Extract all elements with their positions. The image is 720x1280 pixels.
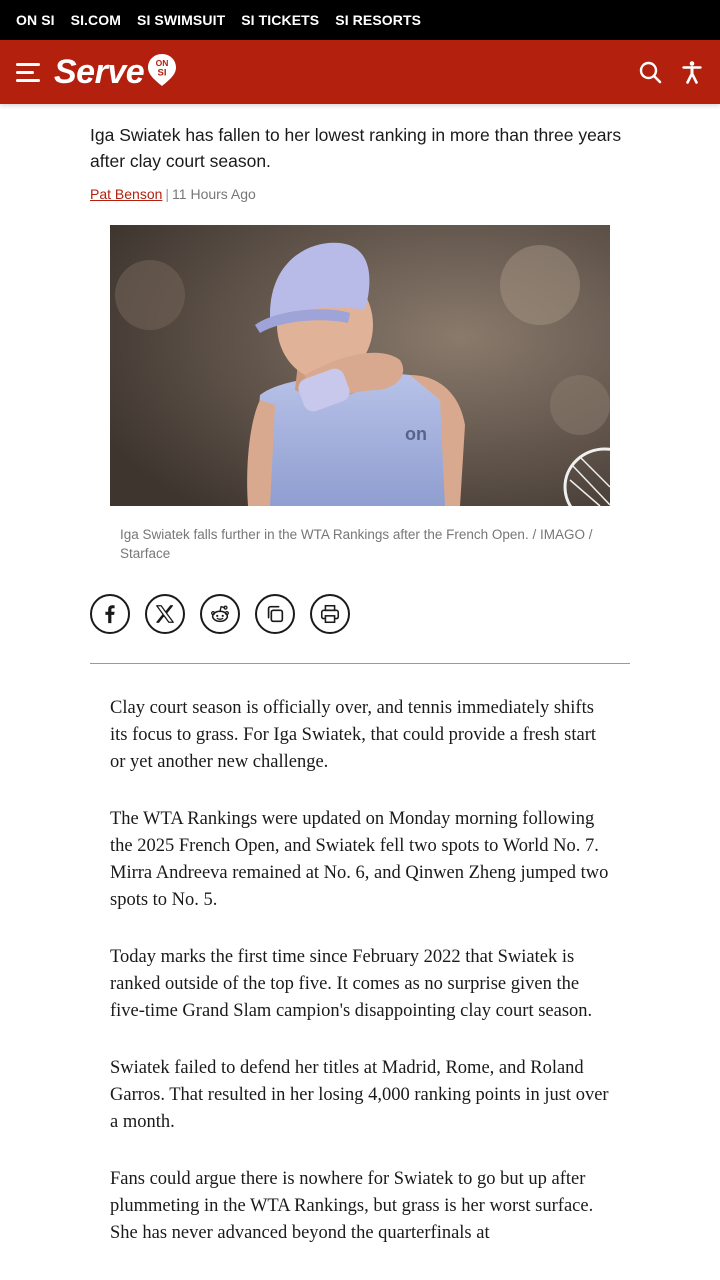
x-icon [154, 603, 176, 625]
serve-logo[interactable] [54, 55, 177, 89]
svg-text:ON: ON [155, 58, 169, 68]
hamburger-menu-icon[interactable] [16, 60, 42, 84]
top-utility-bar [0, 0, 720, 40]
print-button[interactable] [310, 594, 350, 634]
image-caption: Iga Swiatek falls further in the WTA Rankings after the French Open. / IMAGO / Starface [120, 527, 593, 561]
article-body [110, 695, 615, 1277]
facebook-icon [99, 603, 121, 625]
topbar-link-on-si[interactable]: ON SI [16, 12, 55, 28]
copy-link-icon [264, 603, 286, 625]
header-actions [638, 60, 704, 84]
share-toolbar [90, 594, 350, 634]
accessibility-icon[interactable] [680, 60, 704, 84]
author-link[interactable]: Pat Benson [90, 186, 163, 202]
topbar-link-si-swimsuit[interactable]: SI SWIMSUIT [137, 12, 226, 28]
byline-separator: | [165, 186, 170, 202]
article-byline [90, 186, 256, 202]
search-icon[interactable] [638, 60, 662, 84]
topbar-link-si-com[interactable]: SI.COM [70, 12, 122, 28]
copy-link-button[interactable] [255, 594, 295, 634]
svg-text:on: on [405, 424, 427, 444]
logo-wordmark: Serve [54, 53, 145, 91]
topbar-link-si-tickets[interactable]: SI TICKETS [241, 12, 320, 28]
svg-text:SI: SI [157, 67, 167, 79]
reddit-icon [209, 603, 231, 625]
article-dek: Iga Swiatek has fallen to her lowest ranking in more than three years after clay court season. [90, 125, 622, 171]
article-hero-image [110, 225, 610, 506]
article-paragraph-1: Clay court season is officially over, and tennis immediately shifts its focus to grass. For Iga Swiatek, that could provide a fresh start or yet another new challenge. [110, 698, 597, 772]
on-si-badge-icon [147, 53, 177, 87]
article-paragraph-4: Swiatek failed to defend her titles at Madrid, Rome, and Roland Garros. That resulted in her losing 4,000 ranking points in just over a month. [110, 1058, 609, 1132]
article-timestamp: 11 Hours Ago [172, 186, 256, 202]
share-facebook-button[interactable] [90, 594, 130, 634]
site-header [0, 40, 720, 104]
hero-photo-illustration [110, 225, 610, 506]
article-paragraph-3: Today marks the first time since February 2022 that Swiatek is ranked outside of the top five. It comes as no surprise given the five-time Grand Slam campion's disappointing clay court season. [110, 947, 593, 1021]
share-reddit-button[interactable] [200, 594, 240, 634]
topbar-link-si-resorts[interactable]: SI RESORTS [335, 12, 422, 28]
article-paragraph-2: The WTA Rankings were updated on Monday morning following the 2025 French Open, and Swiatek fell two spots to World No. 7. Mirra Andreeva remained at No. 6, and Qinwen Zheng jumped two spots to No. 5. [110, 809, 609, 910]
article-paragraph-5: Fans could argue there is nowhere for Swiatek to go but up after plummeting in the WTA Rankings, but grass is her worst surface. She has never advanced beyond the quarterfinals at [110, 1169, 594, 1243]
share-x-button[interactable] [145, 594, 185, 634]
content-divider [90, 663, 630, 664]
print-icon [319, 603, 341, 625]
